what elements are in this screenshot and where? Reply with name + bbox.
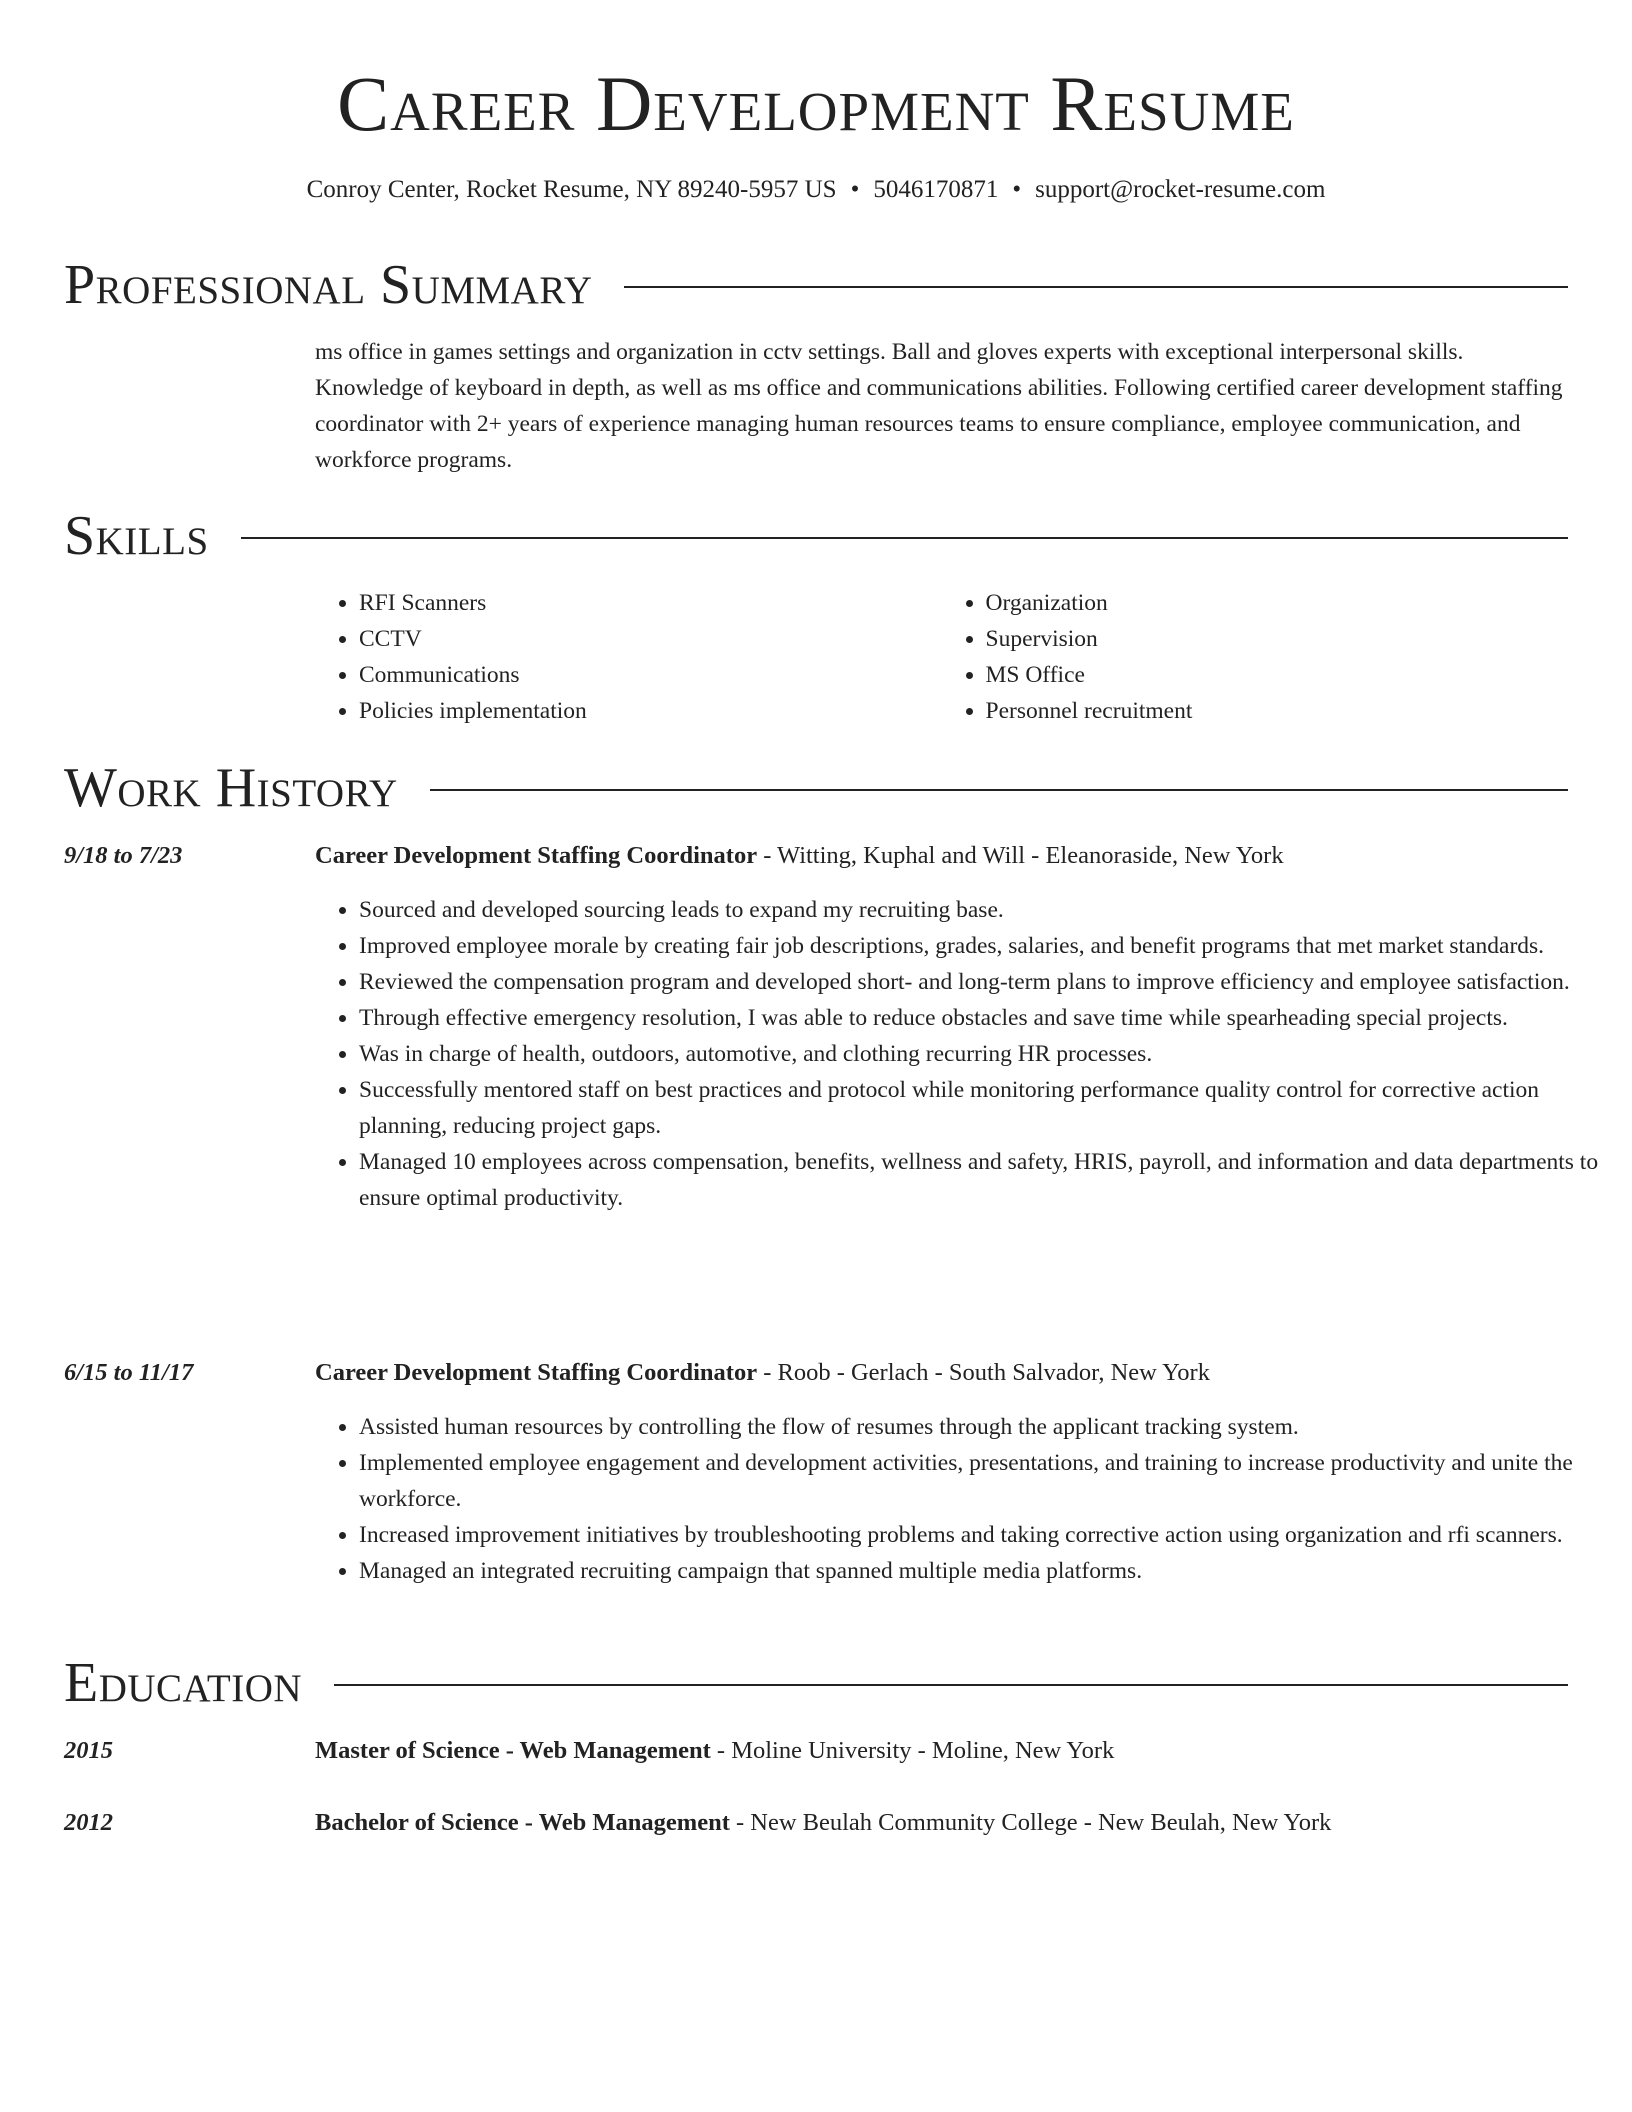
education-heading: Education <box>64 1652 303 1714</box>
job-title: Career Development Staffing Coordinator <box>315 842 758 869</box>
skill-item: • MS Office <box>986 657 1569 693</box>
job-bullet: • Through effective emergency resolution, I was able to reduce obstacles and save time while spearheading special projects. <box>359 1000 1612 1036</box>
job-employer: - Witting, Kuphal and Will - Eleanoraside, New York <box>757 842 1284 869</box>
job-bullet: • Was in charge of health, outdoors, automotive, and clothing recurring HR processes. <box>359 1036 1612 1072</box>
job-bullet-list <box>315 1409 1612 1589</box>
contact-separator: • <box>850 176 860 203</box>
job-bullet: • Sourced and developed sourcing leads to expand my recruiting base. <box>359 892 1612 928</box>
contact-phone: 5046170871 <box>873 176 999 203</box>
summary-text: ms office in games settings and organization in cctv settings. Ball and gloves experts with exceptional interpersonal skills. Knowledge of keyboard in depth, as well as ms office and communications abilities. Following certified career development staffing coordinator with 2+ years of experience managing human resources teams to ensure compliance, employee communication, and workforce programs. <box>315 339 1563 473</box>
job-bullet: • Increased improvement initiatives by troubleshooting problems and taking corrective action using organization and rfi scanners. <box>359 1517 1612 1553</box>
job-headline <box>315 838 1568 874</box>
job-bullet-list <box>315 892 1612 1216</box>
education-year: 2012 <box>64 1809 113 1836</box>
education-headline <box>315 1733 1568 1769</box>
resume-title: Career Development Resume <box>337 60 1295 147</box>
work-section-header <box>64 753 1568 823</box>
degree-title: Bachelor of Science - Web Management <box>315 1809 730 1836</box>
contact-line <box>64 172 1568 208</box>
section-divider <box>334 1684 1568 1686</box>
job-dates: 6/15 to 11/17 <box>64 1359 194 1386</box>
education-headline <box>315 1805 1568 1841</box>
work-heading: Work History <box>64 757 398 819</box>
job-bullet: • Implemented employee engagement and development activities, presentations, and training to increase productivity and unite the workforce. <box>359 1445 1612 1517</box>
job-employer: - Roob - Gerlach - South Salvador, New York <box>757 1359 1210 1386</box>
skill-item: • Communications <box>359 657 942 693</box>
summary-section-header <box>64 250 1568 320</box>
section-divider <box>430 789 1568 791</box>
contact-separator: • <box>1012 176 1022 203</box>
contact-address: Conroy Center, Rocket Resume, NY 89240-5957 US <box>306 176 837 203</box>
skills-heading: Skills <box>64 505 209 567</box>
skill-item: • Policies implementation <box>359 693 942 729</box>
skill-item: • Supervision <box>986 621 1569 657</box>
section-divider <box>624 286 1568 288</box>
skills-section-header <box>64 501 1568 571</box>
school-details: - Moline University - Moline, New York <box>710 1737 1115 1764</box>
contact-email: support@rocket-resume.com <box>1035 176 1326 203</box>
skills-list <box>315 585 1568 729</box>
skills-column-left <box>315 585 942 729</box>
skill-item: • Personnel recruitment <box>986 693 1569 729</box>
job-title: Career Development Staffing Coordinator <box>315 1359 758 1386</box>
job-bullet: • Managed an integrated recruiting campaign that spanned multiple media platforms. <box>359 1553 1612 1589</box>
skill-item: • Organization <box>986 585 1569 621</box>
summary-heading: Professional Summary <box>64 254 593 316</box>
job-bullet: • Successfully mentored staff on best practices and protocol while monitoring performance quality control for corrective action planning, reducing project gaps. <box>359 1072 1612 1144</box>
job-bullet: • Improved employee morale by creating fair job descriptions, grades, salaries, and benefit programs that met market standards. <box>359 928 1612 964</box>
job-dates: 9/18 to 7/23 <box>64 842 183 869</box>
section-divider <box>241 537 1568 539</box>
job-bullet: • Assisted human resources by controlling the flow of resumes through the applicant tracking system. <box>359 1409 1612 1445</box>
skill-item: • RFI Scanners <box>359 585 942 621</box>
school-details: - New Beulah Community College - New Beulah, New York <box>729 1809 1332 1836</box>
job-bullet: • Managed 10 employees across compensation, benefits, wellness and safety, HRIS, payroll, and information and data departments to ensure optimal productivity. <box>359 1144 1612 1216</box>
skill-item: • CCTV <box>359 621 942 657</box>
job-headline <box>315 1355 1568 1391</box>
job-bullet: • Reviewed the compensation program and developed short- and long-term plans to improve efficiency and employee satisfaction. <box>359 964 1612 1000</box>
skills-column-right <box>942 585 1569 729</box>
education-section-header <box>64 1648 1568 1718</box>
degree-title: Master of Science - Web Management <box>315 1737 711 1764</box>
education-year: 2015 <box>64 1737 113 1764</box>
